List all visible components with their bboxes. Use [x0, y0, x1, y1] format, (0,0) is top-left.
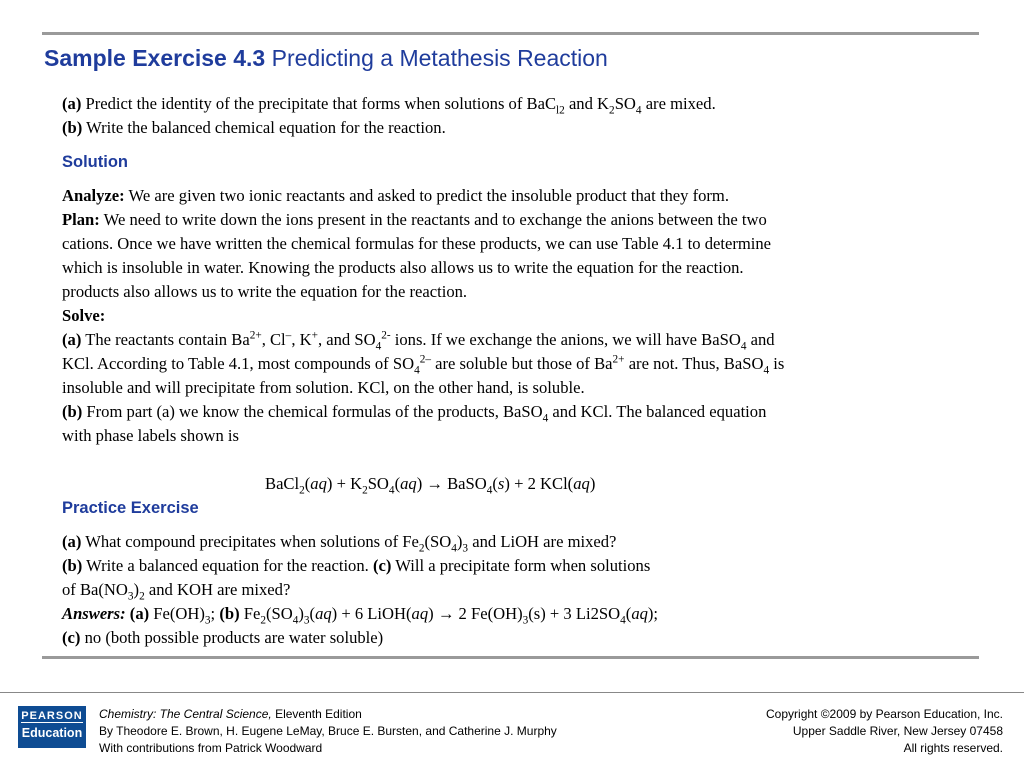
subscript: 4: [486, 484, 493, 497]
plan-line-1: [62, 208, 962, 232]
subscript: 3: [127, 590, 134, 603]
pearson-logo: [18, 706, 86, 748]
text: Will a precipitate form when solutions: [391, 556, 651, 575]
italic-text: s: [497, 474, 505, 493]
text: are mixed.: [641, 94, 716, 113]
italic-text: aq: [411, 604, 429, 623]
subscript: l2: [556, 104, 565, 117]
solve-b-line-1: [62, 400, 962, 424]
practice-heading: Practice Exercise: [62, 499, 199, 517]
title-main: Predicting a Metathesis Reaction: [271, 45, 608, 71]
balanced-equation: [62, 472, 962, 496]
text: (: [309, 604, 316, 623]
superscript: 2+: [612, 353, 625, 366]
text: are not. Thus, BaSO: [624, 354, 764, 373]
rights-line: All rights reserved.: [903, 741, 1003, 755]
label-a: (a): [62, 94, 82, 113]
plan-line-3: which is insoluble in water. Knowing the products also allows us to write the equation for the reaction.: [62, 258, 744, 277]
slide-title: [44, 45, 608, 72]
footer-divider: [0, 692, 1024, 693]
text: Solve:: [62, 306, 106, 325]
text: The reactants contain Ba: [81, 330, 250, 349]
plan-line-2: cations. Once we have written the chemical formulas for these products, we can use Table 4.1 to determine: [62, 234, 772, 253]
text: (b): [62, 402, 83, 421]
text: (SO: [424, 532, 452, 551]
text: ): [133, 580, 140, 599]
text: BaCl: [265, 474, 300, 493]
text: From part (a) we know the chemical formulas of the products, BaSO: [82, 402, 543, 421]
text: We are given two ionic reactants and asked to predict the insoluble product that they form.: [124, 186, 729, 205]
text: (: [625, 604, 632, 623]
text: ions. If we exchange the anions, we will have BaSO: [390, 330, 741, 349]
solve-a-line-1: [62, 328, 962, 352]
footer-authors: By Theodore E. Brown, H. Eugene LeMay, Bruce E. Bursten, and Catherine J. Murphy: [99, 724, 557, 738]
text: (: [394, 474, 401, 493]
italic-text: aq: [400, 474, 417, 493]
text: Fe: [239, 604, 261, 623]
solve-label: [62, 304, 962, 328]
superscript: +: [311, 329, 318, 342]
subscript: 4: [414, 364, 420, 377]
slide-body: [62, 92, 962, 650]
subscript: 2: [609, 104, 615, 117]
text: and: [746, 330, 775, 349]
superscript: 2-: [381, 329, 391, 342]
subscript: 3: [462, 542, 469, 555]
subscript: 2: [362, 484, 368, 497]
text: ): [456, 532, 463, 551]
text: (c): [372, 556, 392, 575]
text: (c): [62, 628, 81, 647]
subscript: 2: [418, 542, 425, 555]
subscript: 4: [620, 614, 626, 627]
footer-contributions: With contributions from Patrick Woodward: [99, 741, 323, 755]
bottom-divider: [42, 656, 979, 659]
text: , and SO: [317, 330, 376, 349]
subscript: 3: [204, 614, 211, 627]
text: no (both possible products are water soluble): [80, 628, 384, 647]
subscript: 4: [451, 542, 457, 555]
solve-a-line-3: insoluble and will precipitate from solution. KCl, on the other hand, is soluble.: [62, 378, 585, 397]
text: Eleventh Edition: [271, 707, 362, 721]
text: (a): [62, 532, 82, 551]
text: (a): [125, 604, 150, 623]
italic-text: Answers:: [62, 604, 126, 623]
text: (: [492, 474, 498, 493]
text: are soluble but those of Ba: [430, 354, 613, 373]
text: ;: [210, 604, 220, 623]
analyze-line: [62, 184, 962, 208]
copyright-line: Copyright ©2009 by Pearson Education, Inc.: [766, 707, 1003, 721]
subscript: 4: [388, 484, 395, 497]
text: Write the balanced chemical equation for the reaction.: [82, 118, 446, 137]
subscript: 4: [292, 614, 299, 627]
superscript: 2+: [249, 329, 262, 342]
text: (b): [219, 604, 240, 623]
practice-b: [62, 554, 962, 578]
text: KCl. According to Table 4.1, most compounds of SO: [62, 354, 415, 373]
subscript: 2: [260, 614, 266, 627]
label-b: (b): [62, 118, 83, 137]
text: (SO: [265, 604, 293, 623]
text: Write a balanced equation for the reaction.: [82, 556, 373, 575]
plan-line-4: products also allows us to write the equation for the reaction.: [62, 282, 468, 301]
text: Education: [21, 726, 83, 740]
practice-a: [62, 530, 962, 554]
top-divider: [42, 32, 979, 35]
text: and LiOH are mixed?: [468, 532, 617, 551]
text: Predict the identity of the precipitate that forms when solutions of BaC: [81, 94, 557, 113]
subscript: 4: [763, 364, 770, 377]
text: ) → 2 Fe(OH): [428, 604, 523, 623]
text: );: [647, 604, 659, 623]
solution-heading: Solution: [62, 153, 128, 171]
text: (s) + 3 Li2SO: [528, 604, 621, 623]
title-prefix: Sample Exercise 4.3: [44, 45, 266, 71]
superscript: 2–: [419, 353, 431, 366]
text: (b): [62, 556, 83, 575]
text: and KOH are mixed?: [144, 580, 291, 599]
answers-line-1: [62, 602, 962, 626]
footer-book-info: [99, 706, 557, 757]
subscript: 4: [740, 340, 747, 353]
italic-text: aq: [573, 474, 590, 493]
footer-book-title-line: [99, 706, 557, 723]
text: (a): [62, 330, 82, 349]
question-b: [62, 116, 962, 140]
superscript: –: [285, 329, 292, 342]
italic-text: aq: [315, 604, 332, 623]
italic-text: Chemistry: The Central Science,: [99, 707, 272, 721]
text: , Cl: [261, 330, 286, 349]
practice-c: [62, 578, 962, 602]
text: is: [769, 354, 785, 373]
text: and K: [564, 94, 610, 113]
text: SO: [367, 474, 389, 493]
solve-a-line-2: [62, 352, 962, 376]
subscript: 4: [375, 340, 382, 353]
footer-copyright: [766, 706, 1003, 757]
text: and KCl. The balanced equation: [548, 402, 767, 421]
subscript: 3: [303, 614, 310, 627]
text: (: [304, 474, 311, 493]
subscript: 4: [542, 412, 549, 425]
italic-text: aq: [631, 604, 648, 623]
italic-text: aq: [310, 474, 327, 493]
subscript: 2: [139, 590, 145, 603]
text: What compound precipitates when solutions of Fe: [81, 532, 419, 551]
answers-line-2: [62, 626, 962, 650]
text: ): [298, 604, 304, 623]
text: ) + K: [326, 474, 363, 493]
solve-b-line-2: with phase labels shown is: [62, 426, 239, 445]
text: We need to write down the ions present in the reactants and to exchange the anions between the two: [99, 210, 767, 229]
text: PEARSON: [21, 706, 83, 723]
subscript: 2: [299, 484, 305, 497]
analyze-label: Analyze:: [62, 186, 125, 205]
text: ): [589, 474, 596, 493]
text: of Ba(NO: [62, 580, 128, 599]
question-a: [62, 92, 962, 116]
text: ) + 2 KCl(: [504, 474, 574, 493]
text: ) → BaSO: [416, 474, 487, 493]
address-line: Upper Saddle River, New Jersey 07458: [792, 724, 1003, 738]
text: Fe(OH): [149, 604, 205, 623]
text: , K: [291, 330, 312, 349]
subscript: 4: [635, 104, 642, 117]
text: SO: [614, 94, 636, 113]
subscript: 3: [522, 614, 529, 627]
text: ) + 6 LiOH(: [331, 604, 412, 623]
plan-label: Plan:: [62, 210, 100, 229]
